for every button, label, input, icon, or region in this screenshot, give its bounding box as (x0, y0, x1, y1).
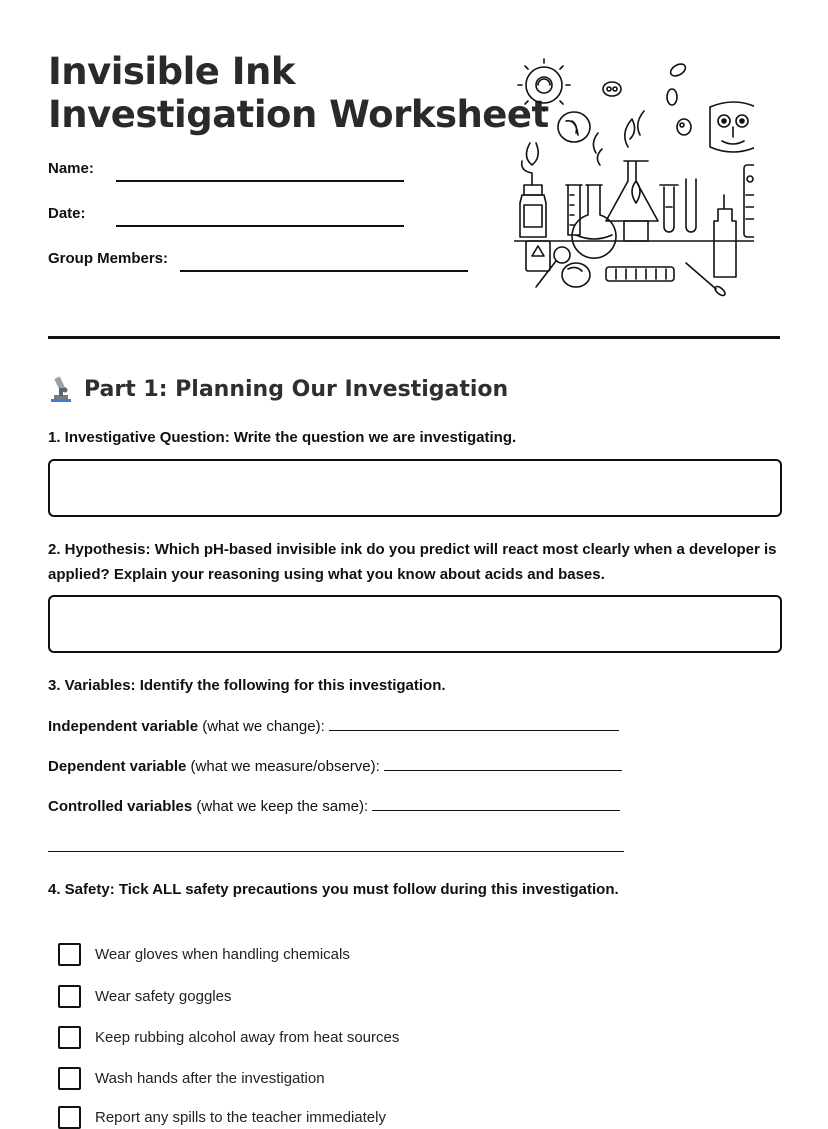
worksheet-page (48, 0, 780, 1126)
question-2-answer-box[interactable] (48, 595, 782, 653)
burner-flask-icon (606, 111, 658, 241)
leaf-icon (558, 112, 590, 142)
safety-item-label: Keep rubbing alcohol away from heat sources (95, 1029, 400, 1046)
safety-checkbox[interactable] (58, 1026, 81, 1049)
title-line-1: Invisible Ink (48, 50, 295, 93)
safety-item[interactable] (58, 1067, 325, 1090)
dependent-variable-row (48, 756, 622, 775)
independent-variable-label: Independent variable (48, 718, 199, 735)
controlled-variables-row (48, 796, 620, 815)
dependent-variable-label: Dependent variable (48, 758, 187, 775)
question-3: 3. Variables: Identify the following for this investigation. (48, 677, 446, 694)
title-line-2: Investigation Worksheet (48, 93, 549, 136)
independent-variable-row (48, 716, 619, 735)
dependent-variable-blank[interactable] (384, 756, 622, 771)
controlled-variables-blank[interactable] (372, 796, 620, 811)
safety-checkbox[interactable] (58, 943, 81, 966)
dependent-variable-hint: (what we measure/observe): (186, 758, 384, 775)
seed-icon (603, 62, 691, 135)
safety-item[interactable] (58, 943, 350, 966)
petri-dish-icon (562, 263, 590, 287)
safety-item-label: Wear gloves when handling chemicals (95, 946, 350, 963)
safety-checkbox[interactable] (58, 985, 81, 1008)
plant-jar-icon (520, 143, 546, 237)
group-members-label: Group Members: (48, 250, 169, 267)
question-4: 4. Safety: Tick ALL safety precautions you must follow during this investigation. (48, 881, 619, 898)
safety-item-label: Wash hands after the investigation (95, 1070, 325, 1087)
group-members-line[interactable] (180, 270, 468, 272)
question-1: 1. Investigative Question: Write the question we are investigating. (48, 429, 517, 446)
name-line[interactable] (116, 180, 404, 182)
microscope-icon (48, 374, 74, 404)
safety-item[interactable] (58, 985, 231, 1008)
safety-item[interactable] (58, 1026, 399, 1049)
round-flask-icon (572, 133, 616, 258)
controlled-variables-extra-line[interactable] (48, 851, 624, 852)
ruler-icon (606, 267, 674, 281)
question-1-answer-box[interactable] (48, 459, 782, 517)
header-divider (48, 336, 780, 339)
controlled-variables-hint: (what we keep the same): (192, 798, 373, 815)
question-2: 2. Hypothesis: Which pH-based invisible ink do you predict will react most clearly when a developer is applied? Explain your reasoning using what you know about acids and bases. (48, 541, 777, 583)
date-label: Date: (48, 205, 86, 222)
independent-variable-hint: (what we change): (198, 718, 329, 735)
safety-item-label: Report any spills to the teacher immediately (95, 1109, 386, 1126)
part-1-title: Part 1: Planning Our Investigation (84, 376, 509, 402)
squeeze-bottle-icon (714, 195, 736, 277)
part-1-heading (48, 374, 508, 404)
safety-checkbox[interactable] (58, 1067, 81, 1090)
test-tube-icon (660, 179, 696, 232)
independent-variable-blank[interactable] (329, 716, 619, 731)
gear-icon (518, 59, 570, 111)
date-line[interactable] (116, 225, 404, 227)
controlled-variables-label: Controlled variables (48, 798, 193, 815)
worksheet-title (48, 50, 549, 136)
spatula-icon (686, 263, 727, 297)
hazard-bottle-icon (526, 241, 550, 271)
science-lab-equipment-illustration (514, 55, 754, 300)
name-label: Name: (48, 160, 94, 177)
safety-item-label: Wear safety goggles (95, 988, 232, 1005)
